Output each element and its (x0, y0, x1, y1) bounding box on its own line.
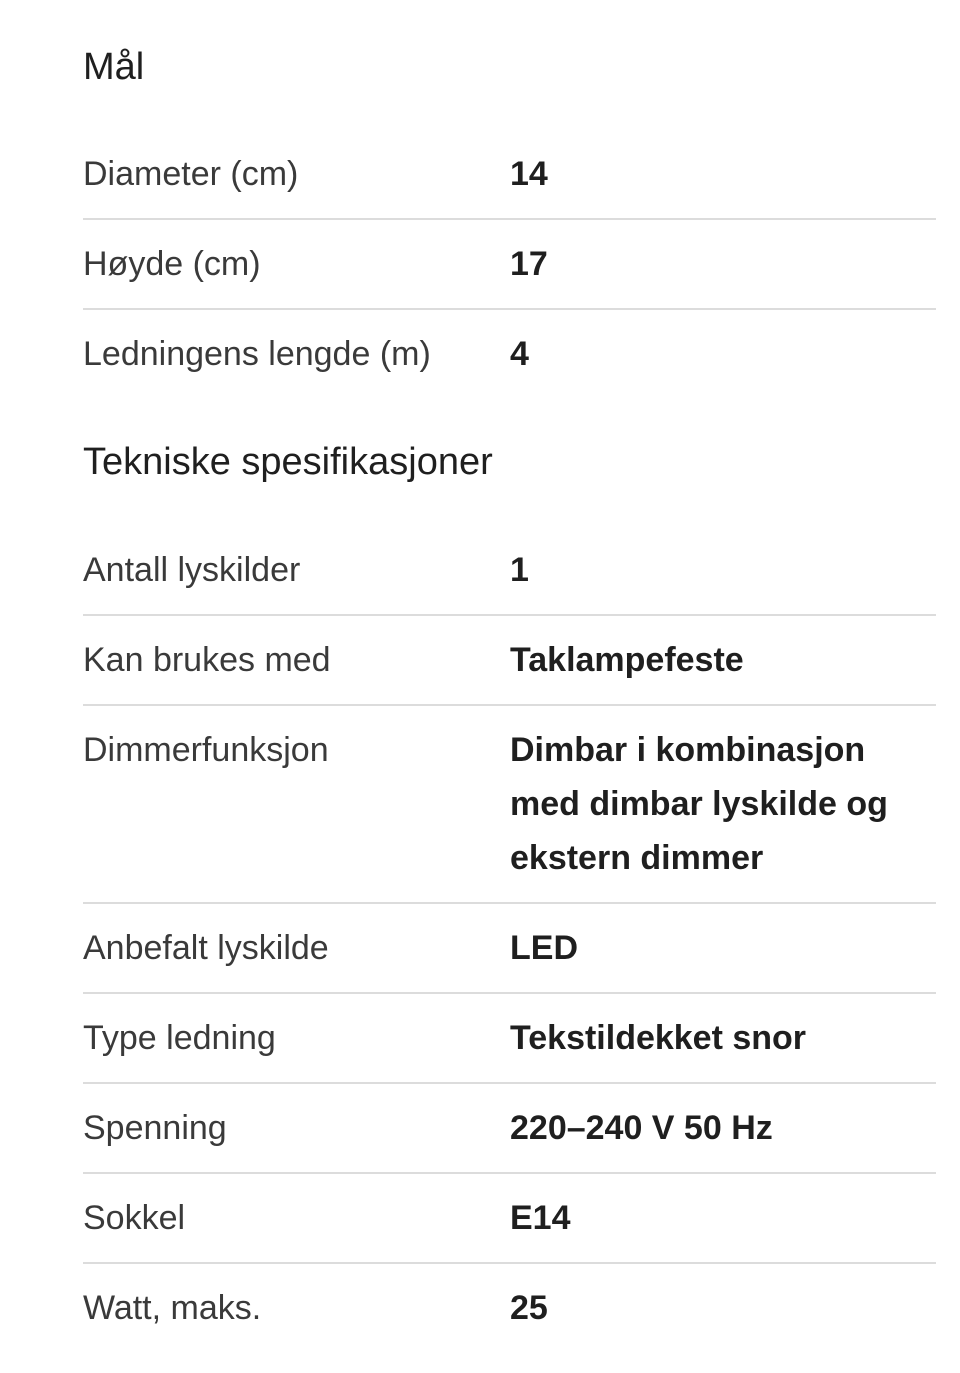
spec-value: 25 (510, 1289, 548, 1327)
dimensions-table (83, 130, 936, 398)
spec-label: Ledningens lengde (m) (83, 335, 431, 373)
spec-row-voltage (83, 1084, 936, 1174)
technical-specs-table (83, 526, 936, 1352)
spec-row-max-wattage (83, 1264, 936, 1352)
spec-row-diameter (83, 130, 936, 220)
spec-value: 220–240 V 50 Hz (510, 1109, 773, 1147)
section-title-dimensions: Mål (83, 46, 145, 88)
spec-label: Høyde (cm) (83, 245, 261, 283)
spec-row-dimmer-function (83, 706, 936, 904)
spec-row-recommended-light-source (83, 904, 936, 994)
spec-row-cord-type (83, 994, 936, 1084)
spec-value: 1 (510, 551, 529, 589)
spec-value: Taklampefeste (510, 641, 744, 679)
section-title-technical-specs: Tekniske spesifikasjoner (83, 441, 493, 483)
spec-label: Type ledning (83, 1019, 276, 1057)
spec-label: Spenning (83, 1109, 227, 1147)
spec-value: Tekstildekket snor (510, 1019, 807, 1057)
spec-label: Kan brukes med (83, 641, 331, 679)
spec-label: Antall lyskilder (83, 551, 301, 589)
spec-value: 17 (510, 245, 548, 283)
spec-value: Dimbar i kombinasjon med dimbar lyskilde og ekstern dimmer (510, 731, 888, 877)
spec-row-light-sources (83, 526, 936, 616)
spec-label: Diameter (cm) (83, 155, 299, 193)
spec-row-height (83, 220, 936, 310)
spec-value: 14 (510, 155, 548, 193)
spec-label: Watt, maks. (83, 1289, 262, 1327)
spec-label: Dimmerfunksjon (83, 731, 329, 769)
spec-value: 4 (510, 335, 529, 373)
spec-row-compatible-with (83, 616, 936, 706)
spec-label: Anbefalt lyskilde (83, 929, 329, 967)
spec-value: LED (510, 929, 578, 967)
spec-label: Sokkel (83, 1199, 186, 1237)
spec-row-cord-length (83, 310, 936, 398)
spec-row-socket (83, 1174, 936, 1264)
spec-value: E14 (510, 1199, 571, 1237)
